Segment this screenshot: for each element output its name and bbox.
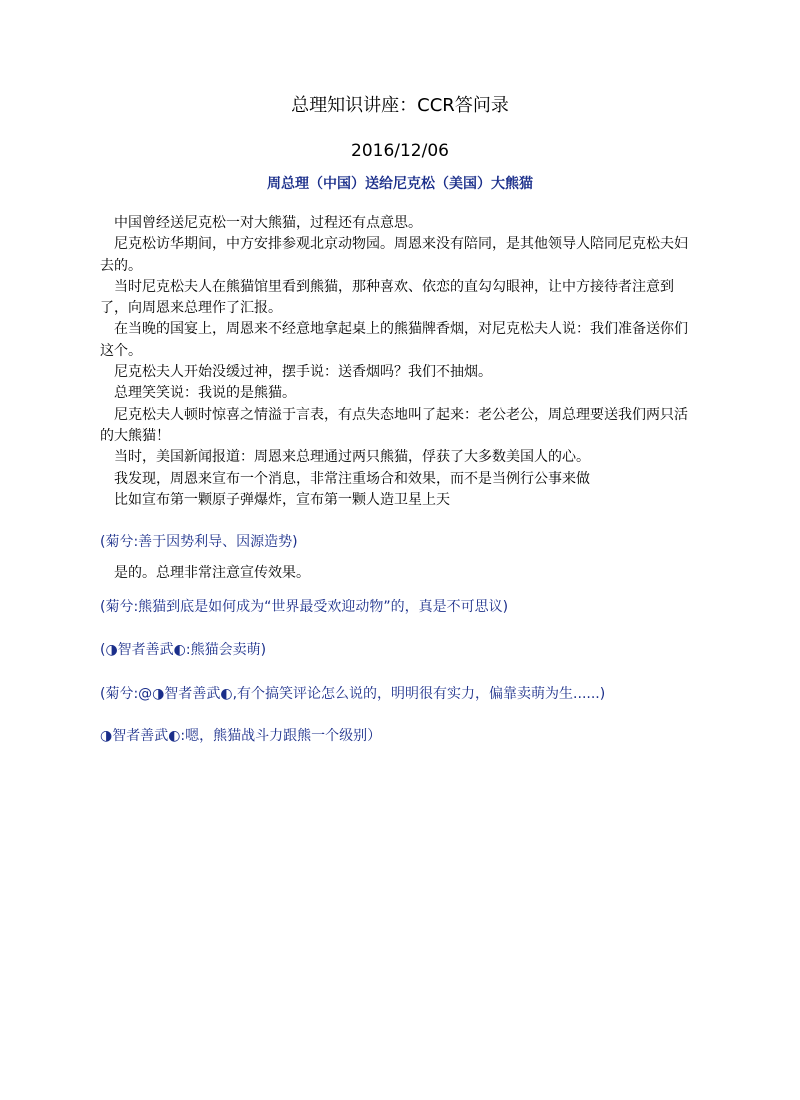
paragraph: 总理笑笑说：我说的是熊猫。 [114, 385, 296, 402]
document-title: 总理知识讲座：CCR答问录 [291, 95, 509, 116]
paragraph: 尼克松夫人顿时惊喜之情溢于言表，有点失态地叫了起来：老公老公，周总理要送我们两只活的大熊猫！ [100, 406, 688, 444]
paragraph: 中国曾经送尼克松一对大熊猫，过程还有点意思。 [114, 215, 422, 231]
comment-line: (菊兮:熊猫到底是如何成为“世界最受欢迎动物”的，真是不可思议) [100, 599, 509, 615]
comment-line: (◑智者善武◐:熊猫会卖萌) [100, 642, 267, 658]
paragraph: 尼克松夫人开始没缓过神，摆手说：送香烟吗？我们不抽烟。 [114, 364, 492, 381]
paragraph: 尼克松访华期间，中方安排参观北京动物园。周恩来没有陪同，是其他领导人陪同尼克松夫妇去的。 [100, 236, 688, 274]
paragraph: 在当晚的国宴上，周恩来不经意地拿起桌上的熊猫牌香烟，对尼克松夫人说：我们准备送你们这个。 [100, 321, 688, 359]
comment-line: ◑智者善武◐:嗯，熊猫战斗力跟熊一个级别） [100, 728, 382, 744]
paragraph: 我发现，周恩来宣布一个消息，非常注重场合和效果，而不是当例行公事来做 [114, 470, 590, 487]
reply-line: 是的。总理非常注意宣传效果。 [114, 565, 310, 581]
document-subtitle: 周总理（中国）送给尼克松（美国）大熊猫 [267, 176, 533, 192]
paragraph: 比如宣布第一颗原子弹爆炸，宣布第一颗人造卫星上天 [114, 491, 450, 508]
article-body [100, 213, 700, 511]
paragraph: 当时尼克松夫人在熊猫馆里看到熊猫，那种喜欢、依恋的直勾勾眼神，让中方接待者注意到了，向周恩来总理作了汇报。 [100, 278, 674, 317]
document-date: 2016/12/06 [351, 141, 449, 161]
comment-line: (菊兮:@◑智者善武◐,有个搞笑评论怎么说的，明明很有实力，偏靠卖萌为生......) [100, 686, 606, 702]
paragraph: 当时，美国新闻报道：周恩来总理通过两只熊猫，俘获了大多数美国人的心。 [114, 449, 590, 466]
comment-line: (菊兮:善于因势利导、因源造势) [100, 534, 298, 550]
